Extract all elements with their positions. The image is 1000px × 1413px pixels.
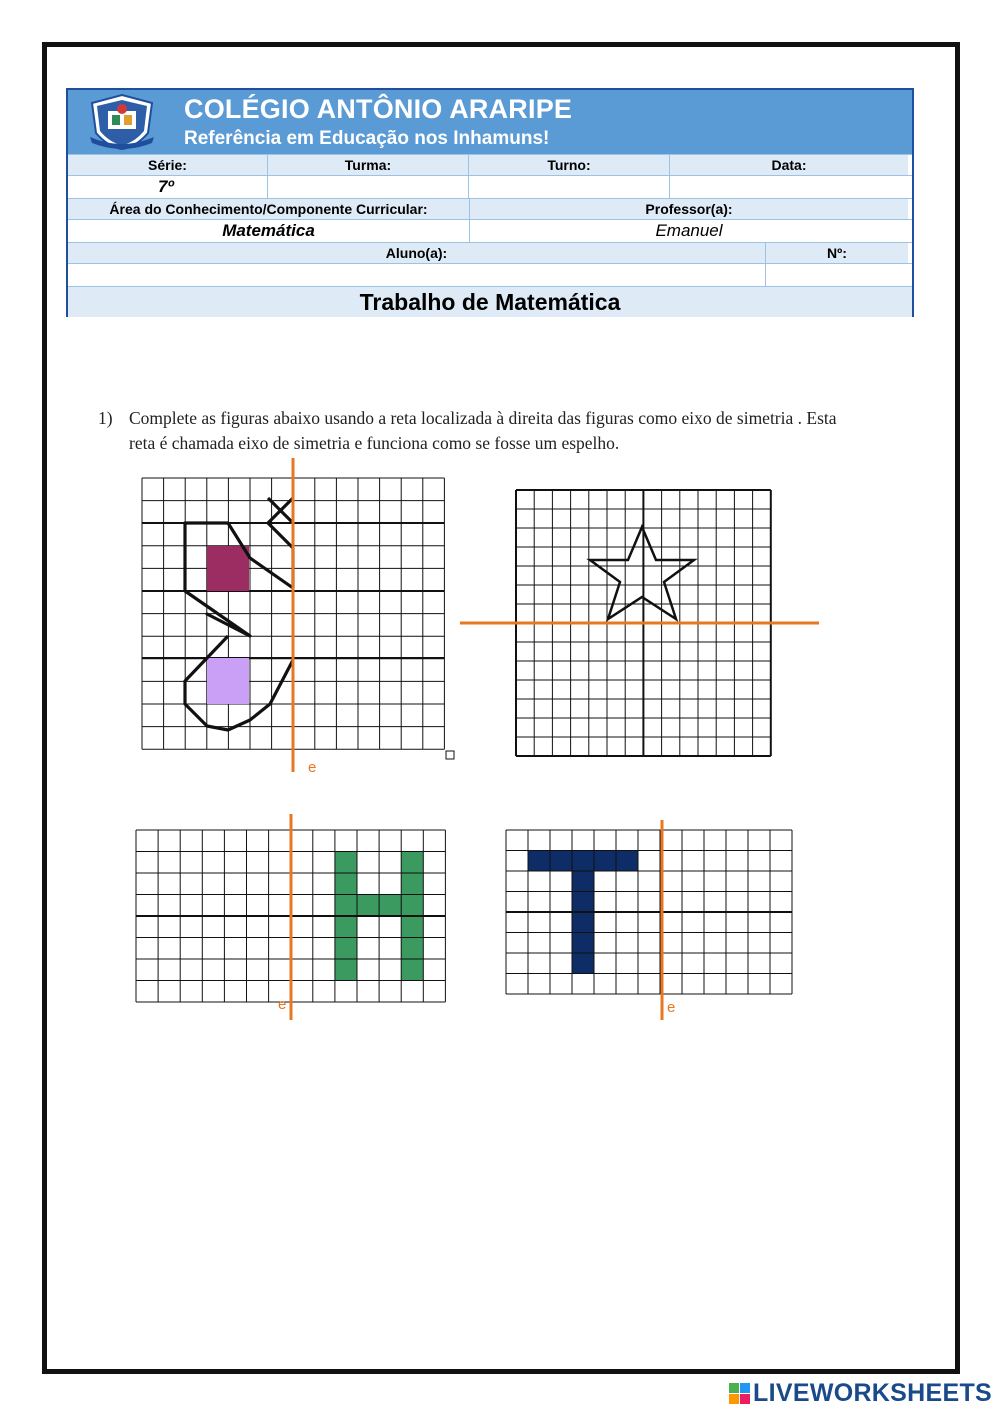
filled-cell <box>401 959 423 981</box>
numero-value[interactable] <box>766 264 908 286</box>
filled-cell <box>335 873 357 895</box>
worksheet-title: Trabalho de Matemática <box>68 286 912 317</box>
filled-cell <box>357 895 379 917</box>
area-value: Matemática <box>68 220 470 242</box>
info-values-row-2 <box>68 219 912 242</box>
info-labels-row-1 <box>68 154 912 175</box>
lilac-square <box>207 658 249 704</box>
filled-cell <box>550 851 572 872</box>
figure-3-letter-h-grid <box>134 812 449 1022</box>
info-values-row-3 <box>68 263 912 286</box>
filled-cell <box>335 916 357 938</box>
turma-value[interactable] <box>268 176 469 198</box>
turno-value[interactable] <box>469 176 670 198</box>
filled-cell <box>335 852 357 874</box>
filled-cell <box>572 933 594 954</box>
liveworksheets-brand: LIVEWORKSHEETS <box>753 1378 992 1407</box>
filled-cell <box>335 895 357 917</box>
star-outline <box>590 527 694 619</box>
filled-cell <box>594 851 616 872</box>
question-1 <box>98 406 858 456</box>
filled-cell <box>572 851 594 872</box>
filled-cell <box>401 916 423 938</box>
filled-cell <box>572 892 594 913</box>
data-label: Data: <box>670 155 908 175</box>
question-text: Complete as figuras abaixo usando a reta localizada à direita das figuras como eixo de simetria . Esta reta é chamada eixo de simetria e funciona como se fosse um espelho. <box>129 408 837 453</box>
info-values-row-1 <box>68 175 912 198</box>
figure-2-star-grid <box>458 488 823 760</box>
aluno-value[interactable] <box>68 264 766 286</box>
professor-label: Professor(a): <box>470 199 908 219</box>
header-banner <box>68 90 912 154</box>
liveworksheets-logo[interactable] <box>729 1378 992 1408</box>
question-number: 1) <box>98 408 113 428</box>
school-header <box>66 88 914 317</box>
axis-label: e <box>667 999 676 1016</box>
liveworksheets-icon <box>729 1383 750 1404</box>
axis-label: e <box>278 996 287 1013</box>
corner-handle <box>446 751 454 759</box>
area-label: Área do Conhecimento/Componente Curricular: <box>68 199 470 219</box>
figure-1-shape-grid <box>130 458 460 778</box>
school-motto: Referência em Educação nos Inhamuns! <box>184 128 550 149</box>
info-labels-row-3 <box>68 242 912 263</box>
aluno-label: Aluno(a): <box>68 243 766 263</box>
filled-cell <box>335 938 357 960</box>
data-value[interactable] <box>670 176 908 198</box>
numero-label: Nº: <box>766 243 908 263</box>
filled-cell <box>572 912 594 933</box>
filled-cell <box>401 852 423 874</box>
serie-label: Série: <box>68 155 268 175</box>
filled-cell <box>401 938 423 960</box>
serie-value[interactable]: 7º <box>68 176 268 198</box>
filled-cell <box>335 959 357 981</box>
professor-value: Emanuel <box>470 220 908 242</box>
filled-cell <box>572 953 594 974</box>
turma-label: Turma: <box>268 155 469 175</box>
filled-cell <box>401 873 423 895</box>
filled-cell <box>401 895 423 917</box>
turno-label: Turno: <box>469 155 670 175</box>
filled-cell <box>616 851 638 872</box>
school-name: COLÉGIO ANTÔNIO ARARIPE <box>184 94 573 124</box>
figure-4-letter-t-grid <box>504 818 796 1022</box>
axis-label: e <box>308 759 317 776</box>
filled-cell <box>572 871 594 892</box>
filled-cell <box>379 895 401 917</box>
magenta-square <box>207 546 249 591</box>
school-crest-logo <box>86 93 158 151</box>
info-labels-row-2 <box>68 198 912 219</box>
filled-cell <box>528 851 550 872</box>
